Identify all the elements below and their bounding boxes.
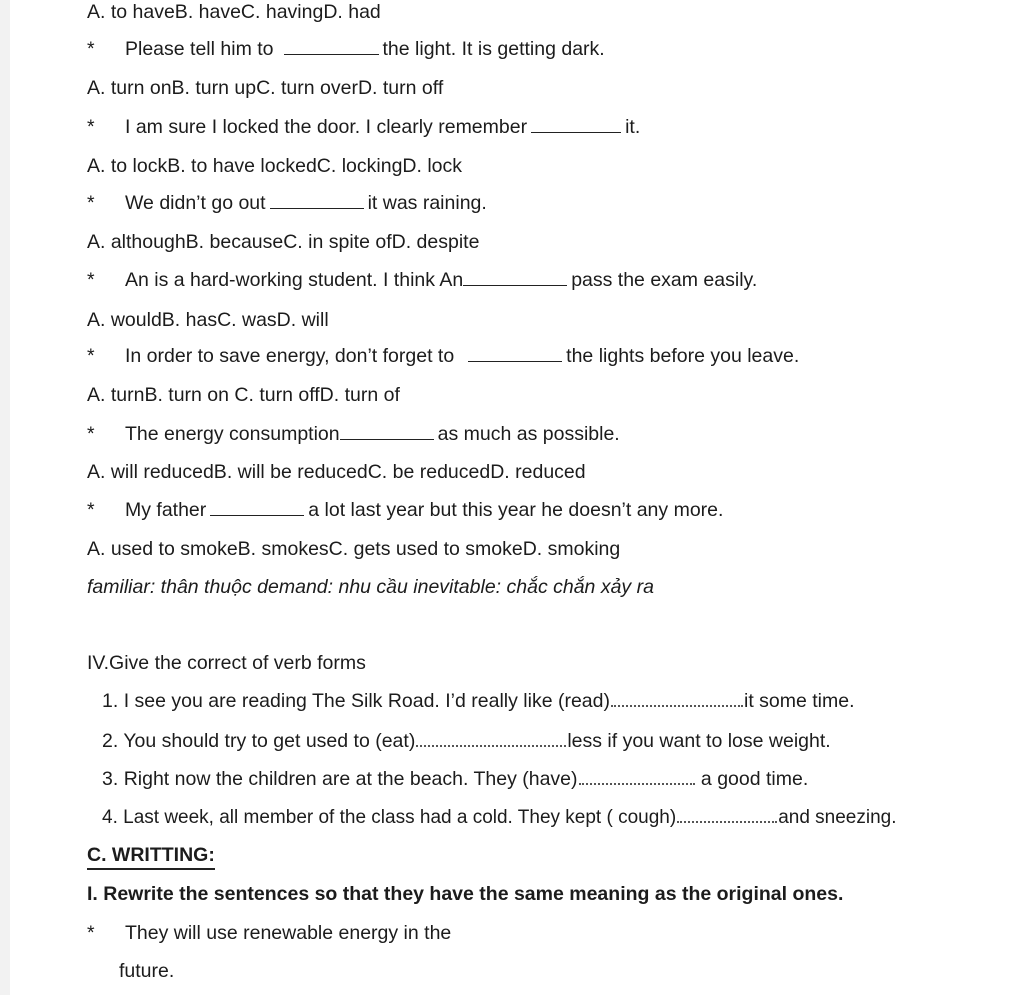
question-line [87, 268, 757, 292]
item-text-after: less if you want to lose weight. [567, 730, 831, 752]
question-text-after: as much as possible. [437, 423, 620, 445]
answer-blank [270, 192, 364, 209]
bullet-star: * [87, 499, 95, 521]
question-text: The energy consumption [125, 423, 340, 445]
item-text-after: a good time. [695, 768, 809, 790]
answer-blank [340, 423, 434, 440]
verb-form-item [102, 805, 897, 830]
question-text-after: the lights before you leave. [566, 345, 800, 367]
question-line [87, 422, 620, 446]
dotted-blank [579, 767, 695, 785]
answer-blank [463, 269, 567, 286]
verb-form-item [102, 689, 855, 713]
item-number: 1. [102, 690, 119, 712]
question-text: An is a hard-working student. I think An [125, 269, 464, 291]
options-line: A. to haveB. haveC. havingD. had [87, 1, 381, 23]
rewrite-sentence-text: They will use renewable energy in the [125, 922, 452, 944]
question-text-after: a lot last year but this year he doesn’t any more. [308, 499, 724, 521]
dotted-blank [416, 729, 566, 747]
answer-blank [468, 345, 562, 362]
item-text-after: and sneezing. [778, 807, 897, 828]
item-text: Right now the children are at the beach. They (have) [123, 768, 578, 790]
writing-section-title [87, 843, 215, 867]
question-line [87, 37, 605, 61]
question-line [87, 191, 487, 215]
options-line: A. althoughB. becauseC. in spite ofD. despite [87, 231, 480, 253]
item-number: 2. [102, 730, 119, 752]
vocabulary-note: familiar: thân thuộc demand: nhu cầu inevitable: chắc chắn xảy ra [87, 576, 654, 598]
worksheet-page [10, 0, 1024, 995]
item-number: 3. [102, 768, 119, 790]
rewrite-sentence [87, 921, 451, 945]
item-text-after: it some time. [744, 690, 855, 712]
question-text: I am sure I locked the door. I clearly remember [125, 116, 528, 138]
item-number: 4. [102, 807, 118, 828]
bullet-star: * [87, 423, 95, 445]
answer-blank [531, 116, 621, 133]
item-text: I see you are reading The Silk Road. I’d really like (read) [123, 690, 610, 712]
question-text: In order to save energy, don’t forget to [125, 345, 455, 367]
item-text: Last week, all member of the class had a cold. They kept ( cough) [123, 807, 677, 828]
section-iv-title: IV.Give the correct of verb forms [87, 652, 366, 674]
bullet-star: * [87, 192, 95, 214]
options-line: A. turn onB. turn upC. turn overD. turn off [87, 77, 444, 99]
dotted-blank [611, 689, 743, 707]
bullet-star: * [87, 116, 95, 138]
question-text: We didn’t go out [125, 192, 266, 214]
bullet-star: * [87, 269, 95, 291]
options-line: A. will reducedB. will be reducedC. be reducedD. reduced [87, 461, 586, 483]
bullet-star: * [87, 38, 95, 60]
question-text: Please tell him to [125, 38, 274, 60]
question-line [87, 344, 799, 368]
options-line: A. to lockB. to have lockedC. lockingD. lock [87, 155, 463, 177]
question-text-after: it was raining. [367, 192, 487, 214]
question-line [87, 115, 640, 139]
item-text: You should try to get used to (eat) [123, 730, 416, 752]
question-text: My father [125, 499, 207, 521]
writing-title-text: C. WRITTING: [87, 844, 215, 870]
question-line [87, 498, 723, 522]
question-text-after: pass the exam easily. [571, 269, 758, 291]
bullet-star: * [87, 345, 95, 367]
verb-form-item [102, 729, 831, 753]
rewrite-instruction: I. Rewrite the sentences so that they have the same meaning as the original ones. [87, 883, 844, 905]
verb-form-item [102, 767, 808, 791]
options-line: A. used to smokeB. smokesC. gets used to smokeD. smoking [87, 538, 621, 560]
question-text-after: it. [625, 116, 641, 138]
rewrite-sentence-continuation: future. [119, 960, 175, 982]
options-line: A. turnB. turn on C. turn offD. turn of [87, 384, 400, 406]
answer-blank [210, 499, 304, 516]
dotted-blank [677, 805, 777, 823]
question-text-after: the light. It is getting dark. [382, 38, 605, 60]
options-line: A. wouldB. hasC. wasD. will [87, 309, 329, 331]
bullet-star: * [87, 922, 95, 944]
answer-blank [284, 38, 379, 55]
